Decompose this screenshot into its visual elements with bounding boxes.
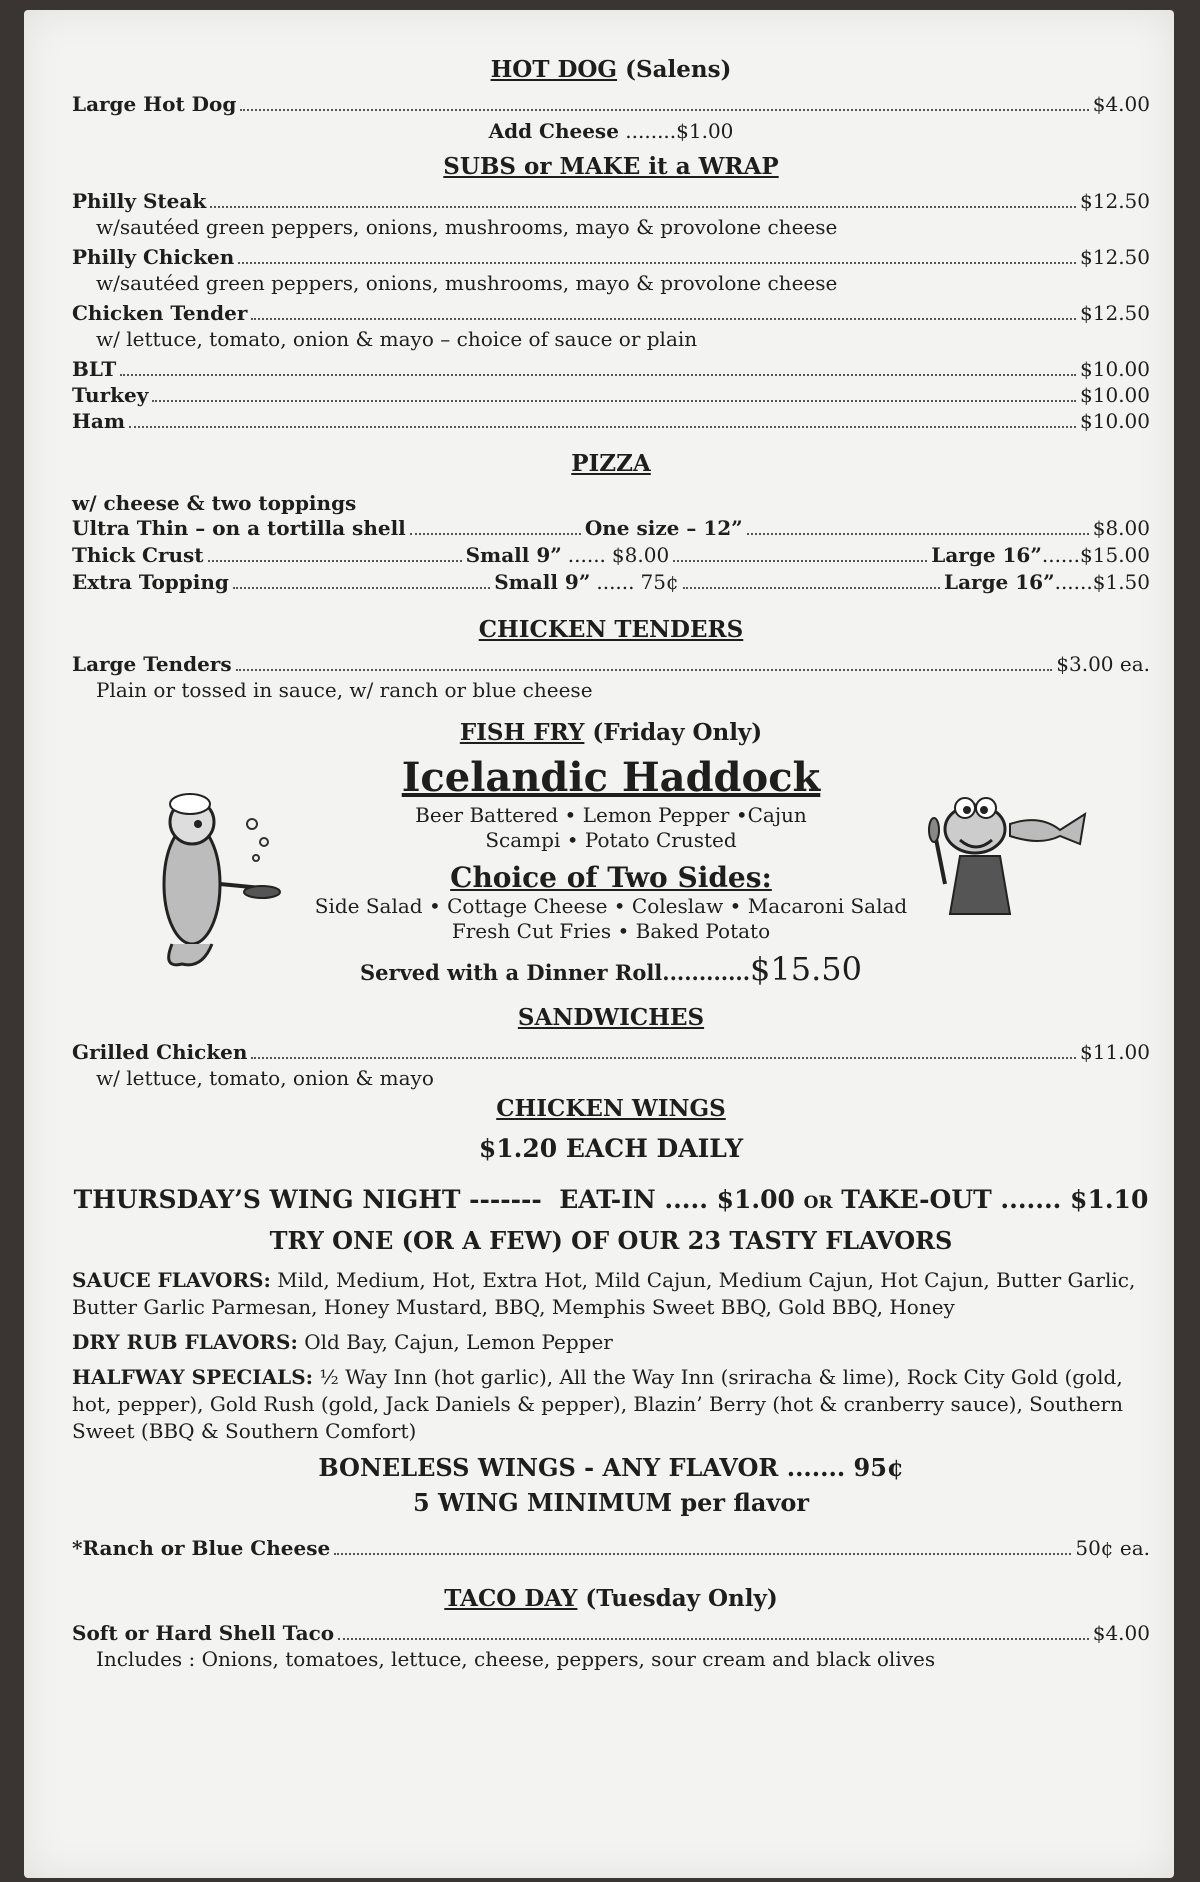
dry-rub-flavors (72, 1329, 1150, 1356)
chef-fish-icon (132, 784, 282, 974)
sides-line-1: Side Salad • Cottage Cheese • Coleslaw • Macaroni Salad (314, 894, 908, 918)
leader-dots (251, 1057, 1076, 1059)
menu-item-row (72, 408, 1150, 434)
leader-dots (240, 109, 1088, 111)
leader-dots (120, 374, 1076, 376)
item-price: $10.00 (1080, 383, 1150, 407)
pizza-name: Ultra Thin – on a tortilla shell (72, 516, 406, 540)
dinner-roll-label: Served with a Dinner Roll (360, 960, 663, 985)
halfway-specials-label: HALFWAY SPECIALS: (72, 1365, 314, 1389)
item-name: Turkey (72, 383, 149, 407)
wings-title (72, 1095, 1150, 1122)
item-price: $10.00 (1080, 357, 1150, 381)
hot-dog-title (72, 56, 1150, 83)
pizza-row: Extra Topping Small 9” ...... 75¢ Large 16” ...... $1.50 (72, 570, 1151, 594)
item-name: Grilled Chicken (72, 1040, 248, 1064)
leader-dots (747, 533, 1089, 535)
leader-dots (152, 400, 1076, 402)
item-name: Large Tenders (72, 652, 232, 676)
menu-item-row (72, 188, 1150, 214)
menu-item-row (72, 651, 1150, 677)
wing-night-label: THURSDAY’S WING NIGHT ------- (73, 1185, 542, 1214)
leader-dots (334, 1553, 1071, 1555)
wings-daily-price: $1.20 EACH DAILY (478, 1134, 744, 1163)
eat-in-price: EAT-IN ..... $1.00 (559, 1185, 795, 1214)
leader-dots (410, 533, 581, 535)
item-price: $3.00 ea. (1056, 652, 1150, 676)
boneless-wings: BONELESS WINGS - ANY FLAVOR ....... 95¢ (318, 1453, 904, 1482)
add-cheese-price: $1.00 (676, 119, 734, 143)
halfway-specials-list: ½ Way Inn (hot garlic), All the Way Inn (sriracha & lime), Rock City Gold (gold, hot, pepper), Gold Rush (gold, Jack Daniels & pepper), Blazin’ Berry (hot & cranberry sauce), Southern Sweet (BBQ & Southern Comfort) (72, 1365, 1123, 1443)
sides-heading: Choice of Two Sides: (450, 861, 772, 894)
hot-dog-row (72, 91, 1150, 117)
item-name: Ham (72, 409, 126, 433)
pizza-row: Thick Crust Small 9” ...... $8.00 Large 16” ...... $15.00 (72, 543, 1150, 567)
sides-line-2: Fresh Cut Fries • Baked Potato (451, 919, 771, 943)
flavors-headline: TRY ONE (OR A FEW) OF OUR 23 TASTY FLAVORS (269, 1226, 953, 1255)
fish-headline: Icelandic Haddock (401, 754, 821, 801)
item-description: Plain or tossed in sauce, w/ ranch or blue cheese (96, 678, 593, 702)
pizza-row (72, 515, 1150, 542)
leader-dots (251, 318, 1076, 320)
ranch-row (72, 1535, 1150, 1561)
menu-item-row (72, 244, 1150, 270)
leader-dots (233, 587, 490, 589)
fish-fry-block (72, 754, 1150, 994)
item-description: w/sautéed green peppers, onions, mushrooms, mayo & provolone cheese (96, 271, 838, 295)
fish-styles-line-1: Beer Battered • Lemon Pepper •Cajun (415, 803, 807, 827)
pizza-size: One size – 12” (584, 516, 743, 540)
item-description: w/ lettuce, tomato, onion & mayo – choice of sauce or plain (96, 327, 698, 351)
leader-dots (338, 1638, 1089, 1640)
pizza-large-size: Large 16” (944, 570, 1055, 594)
leader-dots (683, 587, 940, 589)
dinner-roll-row: Served with a Dinner Roll............$15.50 (360, 950, 862, 988)
menu-item-row (72, 300, 1150, 326)
menu-item-row (72, 356, 1150, 382)
fish-fry-title (72, 719, 1150, 746)
menu-item-row (72, 1620, 1150, 1646)
taco-title (72, 1585, 1150, 1612)
cartoon-fish-icon (920, 774, 1090, 924)
item-name: Large Hot Dog (72, 92, 237, 116)
taco-heading: TACO DAY (444, 1585, 578, 1612)
item-name: Philly Steak (72, 189, 207, 213)
tenders-title (72, 616, 1150, 643)
item-name: Chicken Tender (72, 301, 248, 325)
pizza-size: Small 9” (494, 570, 591, 594)
sandwiches-title (72, 1004, 1150, 1031)
subs-heading: SUBS or MAKE it a WRAP (443, 153, 779, 180)
dry-rub-label: DRY RUB FLAVORS: (72, 1330, 298, 1354)
pizza-size: Small 9” (465, 543, 562, 567)
pizza-subtitle: w/ cheese & two toppings (72, 491, 357, 515)
pizza-price: $15.00 (1080, 543, 1150, 567)
leader-dots (210, 206, 1076, 208)
leader-dots (673, 560, 927, 562)
pizza-title (72, 450, 1150, 477)
hot-dog-tag: (Salens) (625, 56, 732, 83)
tenders-heading: CHICKEN TENDERS (478, 616, 744, 643)
fish-fry-price: $15.50 (750, 950, 862, 988)
wing-minimum: 5 WING MINIMUM per flavor (412, 1488, 810, 1517)
menu-content (72, 46, 1150, 1676)
fish-fry-heading: FISH FRY (459, 719, 585, 746)
pizza-large-size: Large 16” (931, 543, 1042, 567)
pizza-name: Extra Topping (72, 570, 229, 594)
item-description: Includes : Onions, tomatoes, lettuce, cheese, peppers, sour cream and black olives (96, 1647, 936, 1671)
subs-title (72, 153, 1150, 180)
item-price: $12.50 (1080, 245, 1150, 269)
pizza-small-price: $8.00 (611, 543, 670, 567)
pizza-price: $8.00 (1092, 516, 1150, 540)
take-out-price: TAKE-OUT ....... $1.10 (841, 1185, 1149, 1214)
halfway-specials (72, 1364, 1150, 1445)
item-price: $12.50 (1080, 189, 1150, 213)
item-name: *Ranch or Blue Cheese (72, 1536, 331, 1560)
leader-dots (129, 426, 1076, 428)
item-description: w/sautéed green peppers, onions, mushrooms, mayo & provolone cheese (96, 215, 838, 239)
add-cheese-row: Add Cheese ........$1.00 (488, 119, 734, 143)
hot-dog-heading: HOT DOG (490, 56, 618, 83)
or-separator: OR (803, 1193, 833, 1213)
item-price: $10.00 (1080, 409, 1150, 433)
item-name: Soft or Hard Shell Taco (72, 1621, 335, 1645)
wings-heading: CHICKEN WINGS (496, 1095, 726, 1122)
pizza-small-price: 75¢ (640, 570, 679, 594)
menu-sheet (24, 10, 1174, 1878)
sandwiches-heading: SANDWICHES (517, 1004, 705, 1031)
leader-dots (238, 262, 1076, 264)
pizza-price: $1.50 (1092, 570, 1151, 594)
menu-item-row (72, 1039, 1150, 1065)
sauce-flavors (72, 1267, 1150, 1321)
item-price: $4.00 (1092, 1621, 1150, 1645)
item-price: $12.50 (1080, 301, 1150, 325)
item-price: 50¢ ea. (1075, 1536, 1150, 1560)
item-price: $11.00 (1080, 1040, 1150, 1064)
menu-item-row (72, 382, 1150, 408)
add-cheese-label: Add Cheese (488, 119, 619, 143)
item-description: w/ lettuce, tomato, onion & mayo (96, 1066, 434, 1090)
item-name: Philly Chicken (72, 245, 235, 269)
dry-rub-list: Old Bay, Cajun, Lemon Pepper (304, 1330, 613, 1354)
wing-night-row (72, 1185, 1150, 1214)
pizza-heading: PIZZA (571, 450, 651, 477)
fish-styles-line-2: Scampi • Potato Crusted (485, 828, 737, 852)
pizza-name: Thick Crust (72, 543, 204, 567)
sauce-flavors-list: Mild, Medium, Hot, Extra Hot, Mild Cajun, Medium Cajun, Hot Cajun, Butter Garlic, Butter Garlic Parmesan, Honey Mustard, BBQ, Memphis Sweet BBQ, Gold BBQ, Honey (72, 1268, 1136, 1319)
leader-dots (208, 560, 462, 562)
taco-tag: (Tuesday Only) (585, 1585, 778, 1612)
fish-fry-tag: (Friday Only) (592, 719, 763, 746)
leader-dots (236, 669, 1053, 671)
item-name: BLT (72, 357, 117, 381)
sauce-flavors-label: SAUCE FLAVORS: (72, 1268, 271, 1292)
item-price: $4.00 (1092, 92, 1150, 116)
